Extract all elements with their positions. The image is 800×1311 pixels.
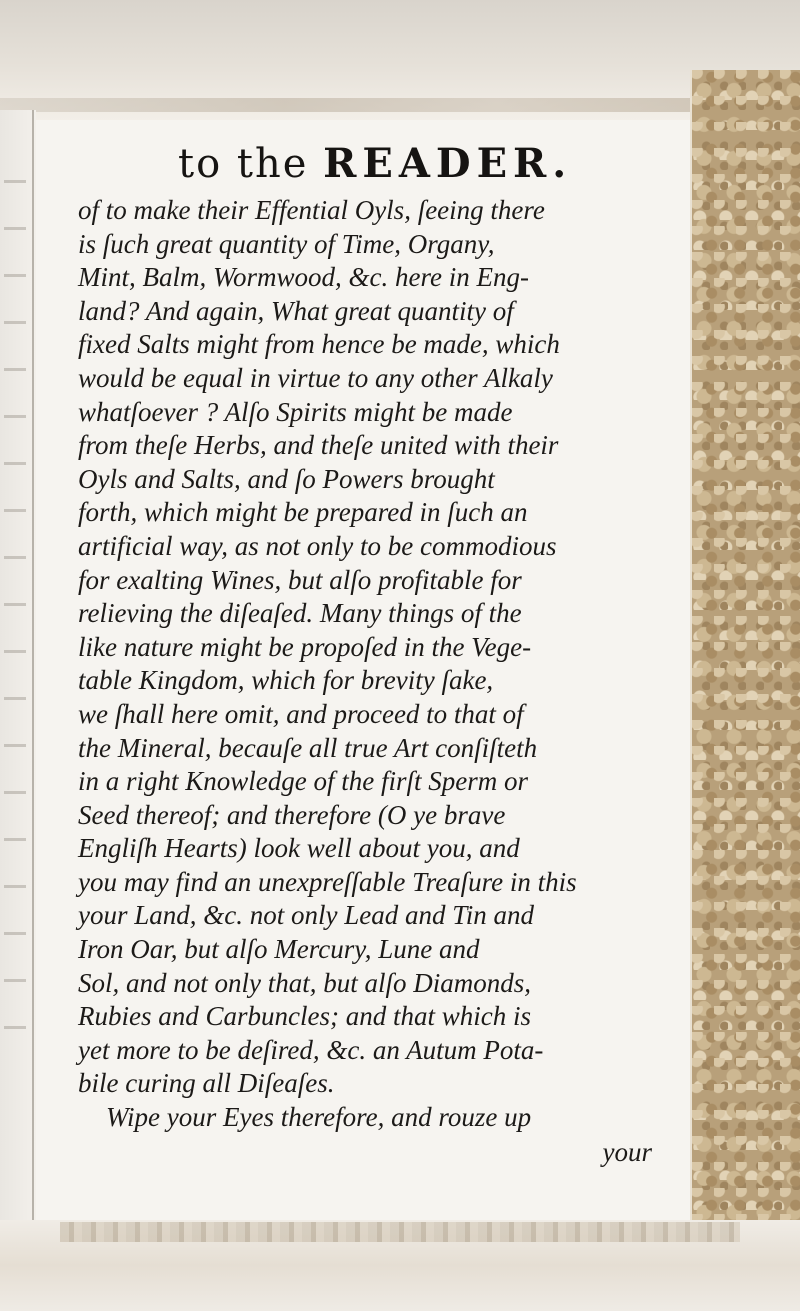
text-line: table Kingdom, which for brevity ſake,: [78, 665, 494, 696]
text-line: whatſoever ? Alſo Spirits might be made: [78, 396, 513, 427]
text-line: yet more to be deſired, &c. an Autum Pota-: [78, 1034, 544, 1065]
text-line: we ſhall here omit, and proceed to that of: [78, 698, 524, 729]
paragraph-start-line: Wipe your Eyes therefore, and rouze up: [106, 1102, 532, 1133]
running-head: [78, 140, 688, 188]
running-head-prefix: to the: [178, 141, 309, 187]
marbled-endpaper: [692, 70, 800, 1240]
text-line: relieving the diſeaſed. Many things of the: [78, 598, 522, 629]
text-line: Seed thereof; and therefore (O ye brave: [78, 799, 506, 830]
text-block: [78, 140, 688, 1169]
text-line: artificial way, as not only to be commodious: [78, 530, 557, 561]
bottom-page-edge: [60, 1222, 740, 1242]
text-line: Rubies and Carbuncles; and that which is: [78, 1001, 531, 1032]
text-line: for exalting Wines, but alſo profitable for: [78, 564, 522, 595]
text-line: fixed Salts might from hence be made, which: [78, 329, 560, 360]
text-line: bile curing all Diſeaſes.: [78, 1068, 335, 1099]
text-line: from theſe Herbs, and theſe united with their: [78, 430, 559, 461]
body-text: [78, 194, 688, 1135]
text-line: Engliſh Hearts) look well about you, and: [78, 833, 520, 864]
text-line: is ſuch great quantity of Time, Organy,: [78, 228, 495, 259]
text-line: Mint, Balm, Wormwood, &c. here in Eng-: [78, 262, 529, 293]
text-line: forth, which might be prepared in ſuch an: [78, 497, 528, 528]
text-line: the Mineral, becauſe all true Art conſiſteth: [78, 732, 538, 763]
text-line: Iron Oar, but alſo Mercury, Lune and: [78, 934, 480, 965]
text-line: land? And again, What great quantity of: [78, 295, 514, 326]
top-page-edge: [0, 98, 710, 112]
text-line: like nature might be propoſed in the Vege-: [78, 631, 532, 662]
text-line: Sol, and not only that, but alſo Diamonds,: [78, 967, 532, 998]
text-line: your Land, &c. not only Lead and Tin and: [78, 900, 535, 931]
catchword: your: [602, 1136, 652, 1167]
text-line: of to make their Effential Oyls, ſeeing there: [78, 195, 545, 225]
gutter-fold: [32, 110, 34, 1230]
text-line: in a right Knowledge of the firſt Sperm or: [78, 766, 528, 797]
text-line: would be equal in virtue to any other Alkaly: [78, 362, 553, 393]
bleed-through-marks: [4, 150, 26, 1050]
text-line: Oyls and Salts, and ſo Powers brought: [78, 463, 495, 494]
text-line: you may find an unexpreſſable Treaſure in this: [78, 866, 577, 897]
running-head-title: READER.: [323, 140, 573, 187]
